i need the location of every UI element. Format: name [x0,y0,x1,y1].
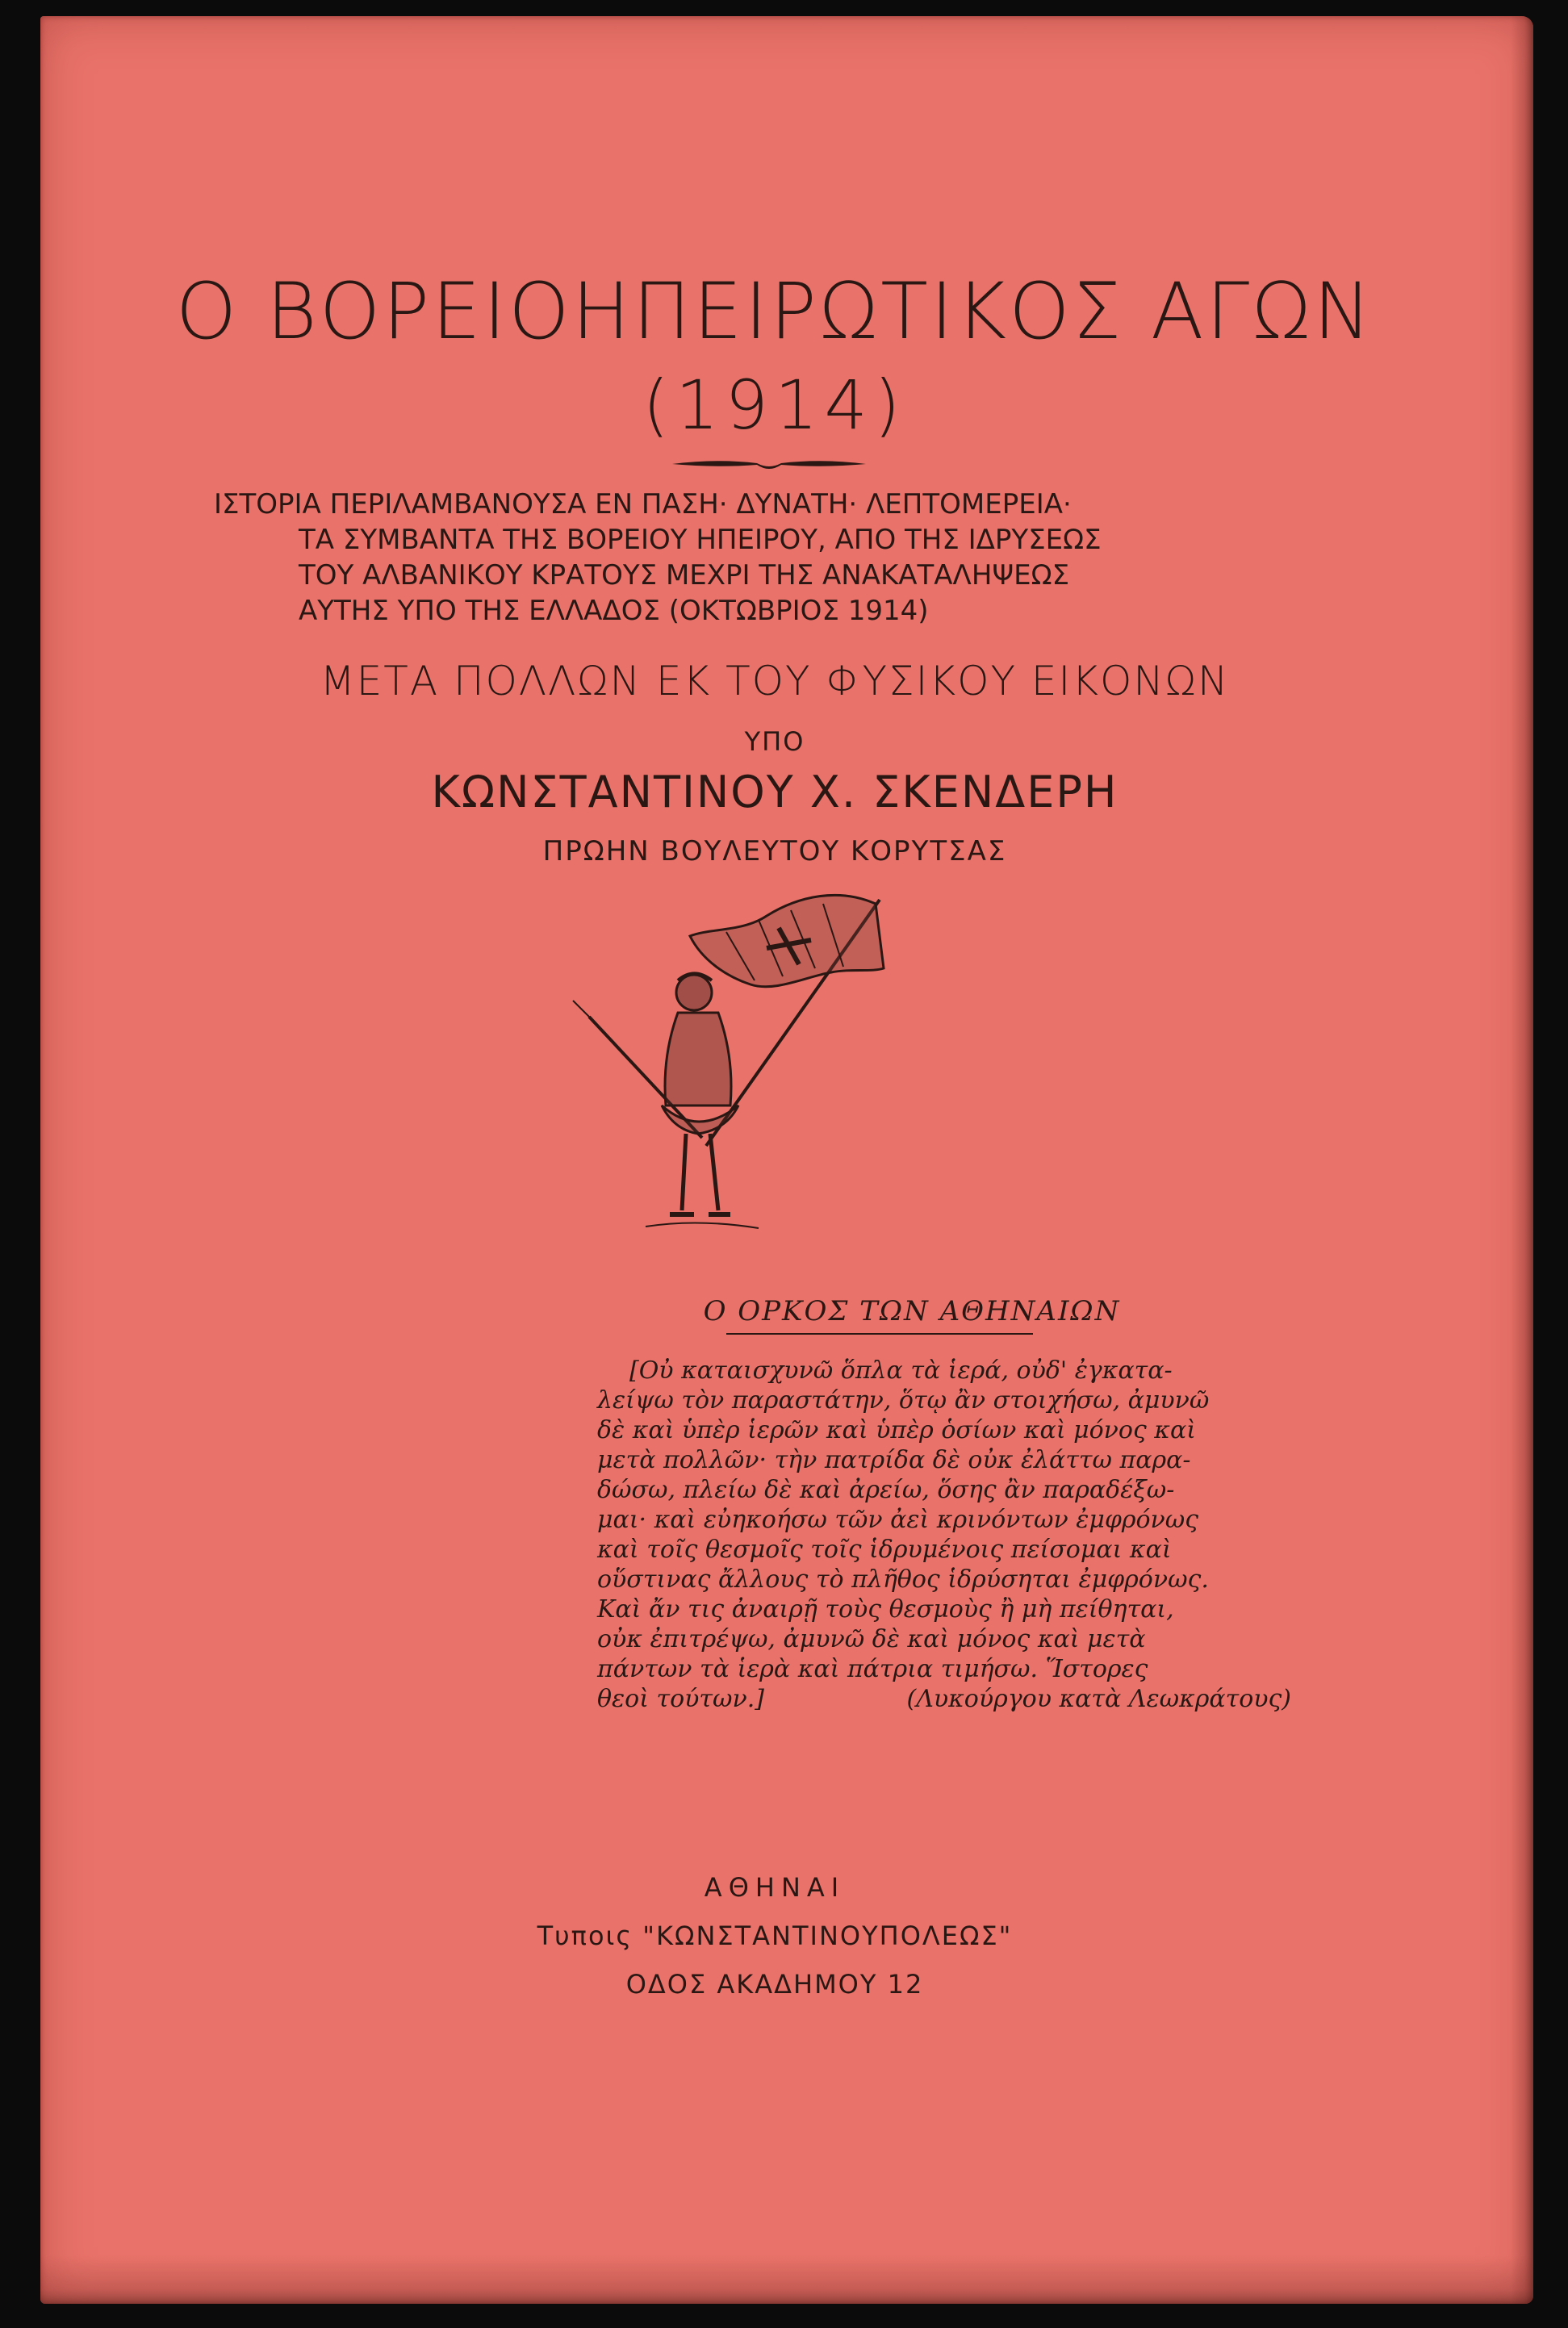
oath-line: μαι· καὶ εὐηκοήσω τῶν ἀεὶ κρινόντων ἐμφρόνως [597,1506,1199,1534]
subtitle-line: ΑΥΤΗΣ ΥΠΟ ΤΗΣ ΕΛΛΑΔΟΣ (ΟΚΤΩΒΡΙΟΣ 1914) [299,595,929,627]
book-cover [40,16,1533,2304]
oath-heading: Ο ΟΡΚΟΣ ΤΩΝ ΑΘΗΝΑΙΩΝ [703,1295,1121,1327]
subtitle-line: ΤΑ ΣΥΜΒΑΝΤΑ ΤΗΣ ΒΟΡΕΙΟΥ ΗΠΕΙΡΟΥ, ΑΠΟ ΤΗΣ ΙΔΡΥΣΕΩΣ [299,524,1102,556]
oath-citation: (Λυκούργου κατὰ Λεωκράτους) [906,1685,1291,1713]
oath-line: οὕστινας ἄλλους τὸ πλῆθος ἱδρύσηται ἐμφρόνως. [597,1565,1209,1594]
oath-heading-underline [726,1333,1033,1335]
subtitle-block [214,487,1328,629]
oath-line: Καὶ ἄν τις ἀναιρῇ τοὺς θεσμοὺς ἢ μὴ πείθηται, [597,1595,1174,1624]
by-label: ΥΠΟ [744,726,805,757]
book-title: Ο ΒΟΡΕΙΟΗΠΕΙΡΩΤΙΚΟΣ ΑΓΩΝ [175,266,1374,357]
subtitle-line: ΙΣΤΟΡΙΑ ΠΕΡΙΛΑΜΒΑΝΟΥΣΑ ΕΝ ΠΑΣΗ· ΔΥΝΑΤΗ· ΛΕΠΤΟΜΕΡΕΙΑ· [214,488,1072,520]
oath-line: δώσω, πλείω δὲ καὶ ἀρείω, ὅσης ἂν παραδέξω- [597,1476,1175,1504]
oath-line: δὲ καὶ ὑπὲρ ἱερῶν καὶ ὑπὲρ ὁσίων καὶ μόνος καὶ [597,1416,1197,1444]
book-year: (1914) [642,366,907,445]
author-name: ΚΩΝΣΤΑΝΤΙΝΟΥ Χ. ΣΚΕΝΔΕΡΗ [431,767,1119,817]
cover-bottom-shadow [40,2255,1533,2304]
ornament-divider [668,452,870,476]
imprint-press: Τυποις "ΚΩΝΣΤΑΝΤΙΝΟΥΠΟΛΕΩΣ" [537,1920,1013,1951]
with-images-line: ΜΕΤΑ ΠΟΛΛΩΝ ΕΚ ΤΟΥ ΦΥΣΙΚΟΥ ΕΙΚΟΝΩΝ [320,658,1230,704]
imprint-address: ΟΔΟΣ ΑΚΑΔΗΜΟΥ 12 [625,1969,924,2000]
oath-line: λείψω τὸν παραστάτην, ὅτῳ ἂν στοιχήσω, ἀμυνῶ [597,1386,1210,1415]
oath-last-line [597,1684,1291,1714]
oath-closing: θεοὶ τούτων.] [597,1685,764,1713]
oath-text [597,1356,1291,1714]
oath-line: οὐκ ἐπιτρέψω, ἀμυνῶ δὲ καὶ μόνος καὶ μετὰ [597,1625,1146,1653]
soldier-with-flag-illustration [565,871,985,1259]
imprint-city: ΑΘΗΝΑΙ [704,1872,846,1903]
author-title: ΠΡΩΗΝ ΒΟΥΛΕΥΤΟΥ ΚΟΡΥΤΣΑΣ [542,835,1007,867]
oath-line: [Οὐ καταισχυνῶ ὅπλα τὰ ἱερά, οὐδ' ἐγκατα- [629,1356,1173,1385]
oath-line: πάντων τὰ ἱερὰ καὶ πάτρια τιμήσω. Ἵστορες [597,1655,1148,1683]
oath-line: καὶ τοῖς θεσμοῖς τοῖς ἱδρυμένοις πείσομαι καὶ [597,1536,1172,1564]
cover-edge-shadow [1511,16,1533,2304]
oath-line: μετὰ πολλῶν· τὴν πατρίδα δὲ οὐκ ἐλάττω παρα- [597,1446,1191,1474]
subtitle-line: ΤΟΥ ΑΛΒΑΝΙΚΟΥ ΚΡΑΤΟΥΣ ΜΕΧΡΙ ΤΗΣ ΑΝΑΚΑΤΑΛΗΨΕΩΣ [299,559,1070,591]
